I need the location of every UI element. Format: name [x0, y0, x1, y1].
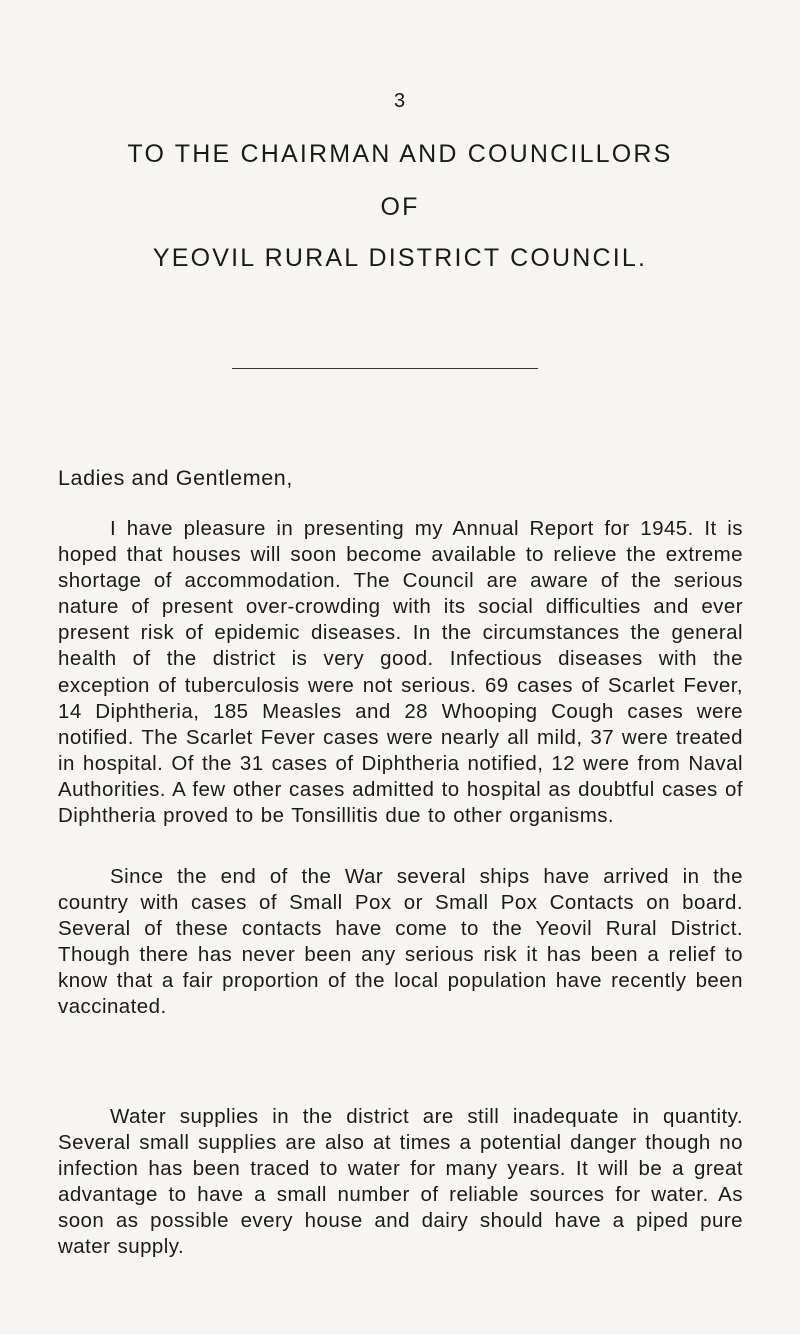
heading-line-1: TO THE CHAIRMAN AND COUNCILLORS [127, 140, 673, 168]
paragraph-small-pox: Since the end of the War several ships have arrived in the country with cases of Small Pox or Small Pox Contacts on board. Several of these contacts have come to the Yeovil Rural District. Though there has never been any serious risk it has been a relief to know that a fair proportion of the local population have recently been vaccinated. [58, 865, 743, 1019]
paragraph-water-supplies: Water supplies in the district are still inadequate in quantity. Several small supplies are also at times a potential danger though no infection has been traced to water for many years. It will be a great advantage to have a small number of reliable sources for water. As soon as possible every house and dairy should have a piped pure water supply. [58, 1105, 743, 1259]
heading-line-3: YEOVIL RURAL DISTRICT COUNCIL. [152, 244, 648, 272]
salutation: Ladies and Gentlemen, [58, 466, 293, 490]
divider-rule [232, 368, 538, 369]
page-number: 3 [393, 90, 407, 112]
heading-line-2: OF [380, 193, 420, 221]
paragraph-annual-report: I have pleasure in presenting my Annual Report for 1945. It is hoped that houses will soon become available to relieve the extreme shortage of accommodation. The Council are aware of the serious nature of present over-crowding with its social difficulties and ever present risk of epidemic diseases. In the circumstances the general health of the district is very good. Infectious diseases with the exception of tuberculosis were not serious. 69 cases of Scarlet Fever, 14 Diphtheria, 185 Measles and 28 Whooping Cough cases were notified. The Scarlet Fever cases were nearly all mild, 37 were treated in hospital. Of the 31 cases of Diphtheria notified, 12 were from Naval Authorities. A few other cases admitted to hospital as doubtful cases of Diphtheria proved to be Tonsillitis due to other organisms. [58, 517, 743, 828]
